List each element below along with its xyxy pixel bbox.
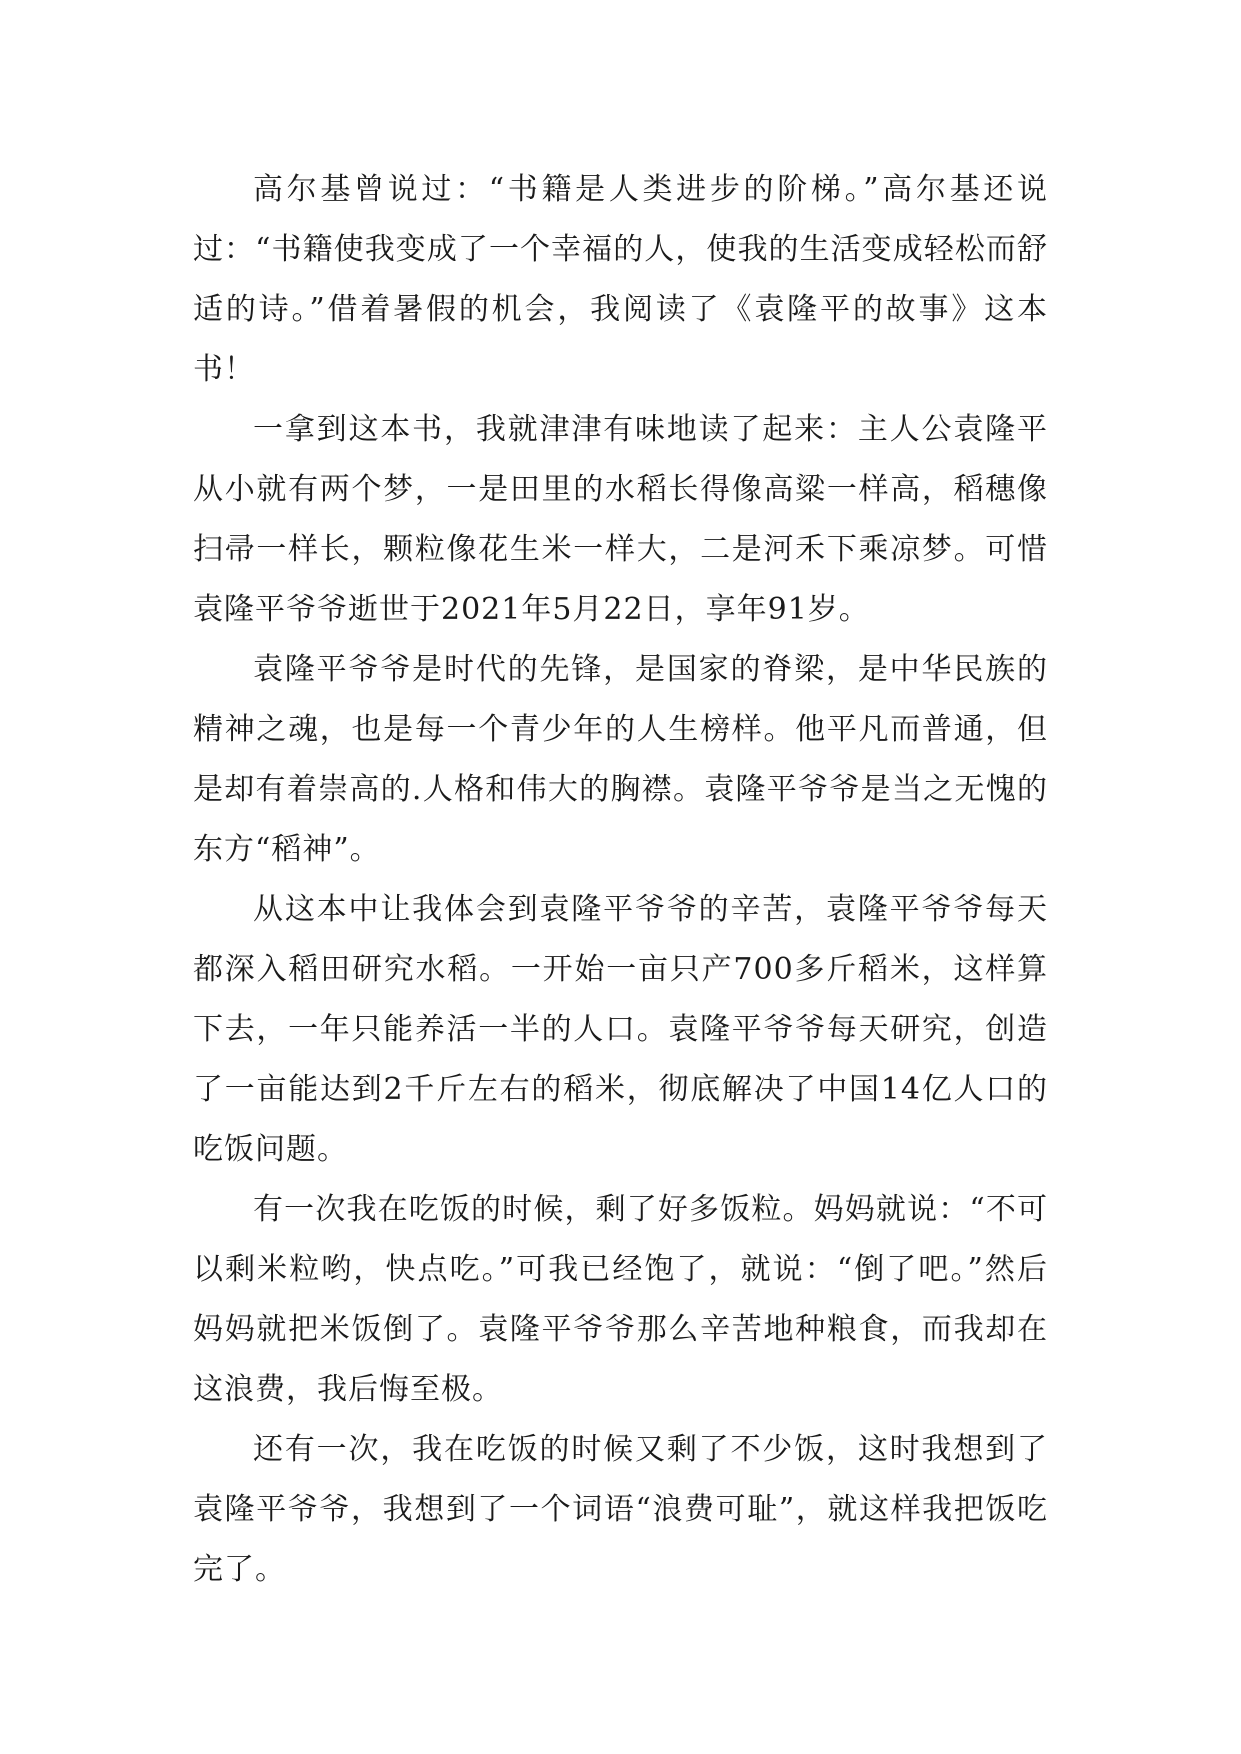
document-body <box>193 160 1048 1600</box>
paragraph: 高尔基曾说过：“书籍是人类进步的阶梯。”高尔基还说过：“书籍使我变成了一个幸福的人，使我的生活变成轻松而舒适的诗。”借着暑假的机会，我阅读了《袁隆平的故事》这本书！ <box>193 172 1048 387</box>
paragraph: 有一次我在吃饭的时候，剩了好多饭粒。妈妈就说：“不可以剩米粒哟，快点吃。”可我已经饱了，就说：“倒了吧。”然后妈妈就把米饭倒了。袁隆平爷爷那么辛苦地种粮食，而我却在这浪费，我后悔至极。 <box>193 1192 1048 1407</box>
paragraph: 袁隆平爷爷是时代的先锋，是国家的脊梁，是中华民族的精神之魂，也是每一个青少年的人生榜样。他平凡而普通，但是却有着崇高的.人格和伟大的胸襟。袁隆平爷爷是当之无愧的东方“稻神”。 <box>193 652 1048 867</box>
paragraph: 从这本中让我体会到袁隆平爷爷的辛苦，袁隆平爷爷每天都深入稻田研究水稻。一开始一亩只产700多斤稻米，这样算下去，一年只能养活一半的人口。袁隆平爷爷每天研究，创造了一亩能达到2千斤左右的稻米，彻底解决了中国14亿人口的吃饭问题。 <box>193 892 1048 1167</box>
paragraph: 还有一次，我在吃饭的时候又剩了不少饭，这时我想到了袁隆平爷爷，我想到了一个词语“浪费可耻”，就这样我把饭吃完了。 <box>193 1432 1048 1587</box>
paragraph: 一拿到这本书，我就津津有味地读了起来：主人公袁隆平从小就有两个梦，一是田里的水稻长得像高粱一样高，稻穗像扫帚一样长，颗粒像花生米一样大，二是河禾下乘凉梦。可惜袁隆平爷爷逝世于2021年5月22日，享年91岁。 <box>193 412 1048 627</box>
